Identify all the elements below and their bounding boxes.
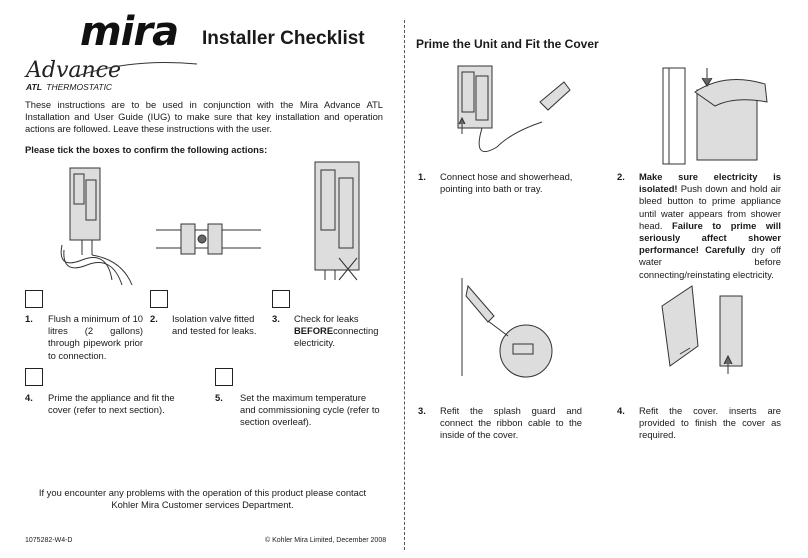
step-1-number: 1. [25,313,33,324]
tick-heading: Please tick the boxes to confirm the following actions: [25,144,268,155]
isolation-valve-illustration [156,216,266,266]
step-3-text [294,313,382,350]
checkbox-step-3[interactable] [272,290,290,308]
intro-paragraph: These instructions are to be used in conjunction with the Mira Advance ATL Installation and User Guide (IUG) to make sure that key installation and operation actions are followed. Leave these instructions with the user. [25,99,383,135]
variant-text: THERMOSTATIC [46,82,113,92]
step-5-number: 5. [215,392,223,403]
step-4-number: 4. [25,392,33,403]
step-2-text: Isolation valve fitted and tested for leaks. [172,313,257,337]
checkbox-step-4[interactable] [25,368,43,386]
appliance-flush-illustration [52,160,142,290]
right-step-2-failure-warning: Failure to prime will seriously affect shower performance! [639,219,781,256]
right-step-1-number: 1. [418,171,426,182]
right-step-1-text: Connect hose and showerhead, pointing into bath or tray. [440,171,573,195]
right-step-2-text [639,171,781,281]
variant-bold: ATL [26,82,42,92]
right-step-3-text: Refit the splash guard and connect the ribbon cable to the inside of the cover. [440,405,582,441]
step-3-number: 3. [272,313,280,324]
right-step-2-warning: Make sure electricity is isolated! [639,171,781,195]
right-step-3-number: 3. [418,405,426,416]
logo-swoosh [72,56,202,86]
checkbox-step-5[interactable] [215,368,233,386]
section-title: Prime the Unit and Fit the Cover [416,37,599,51]
brand-logo: mira [80,9,179,55]
right-step-4-text: Refit the cover. inserts are provided to finish the cover as required. [639,405,781,441]
step-3-text-pre: Check for leaks [294,313,359,324]
leak-check-illustration [305,158,375,288]
step-2-number: 2. [150,313,158,324]
step-5-text: Set the maximum temperature and commissioning cycle (refer to section overleaf). [240,392,380,428]
copyright: © Kohler Mira Limited, December 2008 [265,537,387,544]
document-code: 1075282-W4-D [25,537,73,544]
checkbox-step-1[interactable] [25,290,43,308]
product-name: Advance [26,58,122,83]
step-1-text: Flush a minimum of 10 litres (2 gallons) through pipework prior to connection. [48,313,143,361]
step-4-text: Prime the appliance and fit the cover (refer to next section). [48,392,175,416]
air-bleed-illustration [655,62,775,167]
right-step-2-instruction: Push down and hold air bleed button to prime appliance until water appears from shower head. [639,183,782,231]
refit-cover-illustration [652,276,772,381]
step-3-text-bold: BEFORE [294,325,334,337]
column-divider [404,20,405,550]
support-note: If you encounter any problems with the operation of this product please contact Kohler Mira Customer services Department. [38,487,367,511]
page-title: Installer Checklist [202,28,365,49]
right-step-4-number: 4. [617,405,625,416]
right-step-2-number: 2. [617,171,625,182]
step-3-text-post: connecting electricity. [294,325,379,349]
checkbox-step-2[interactable] [150,290,168,308]
splash-guard-illustration [458,276,568,381]
right-step-2-dry-off: dry off water before connecting/reinstating electricity. [639,244,782,280]
hose-showerhead-illustration [452,62,572,162]
right-step-2-careful: Carefully [705,244,746,256]
